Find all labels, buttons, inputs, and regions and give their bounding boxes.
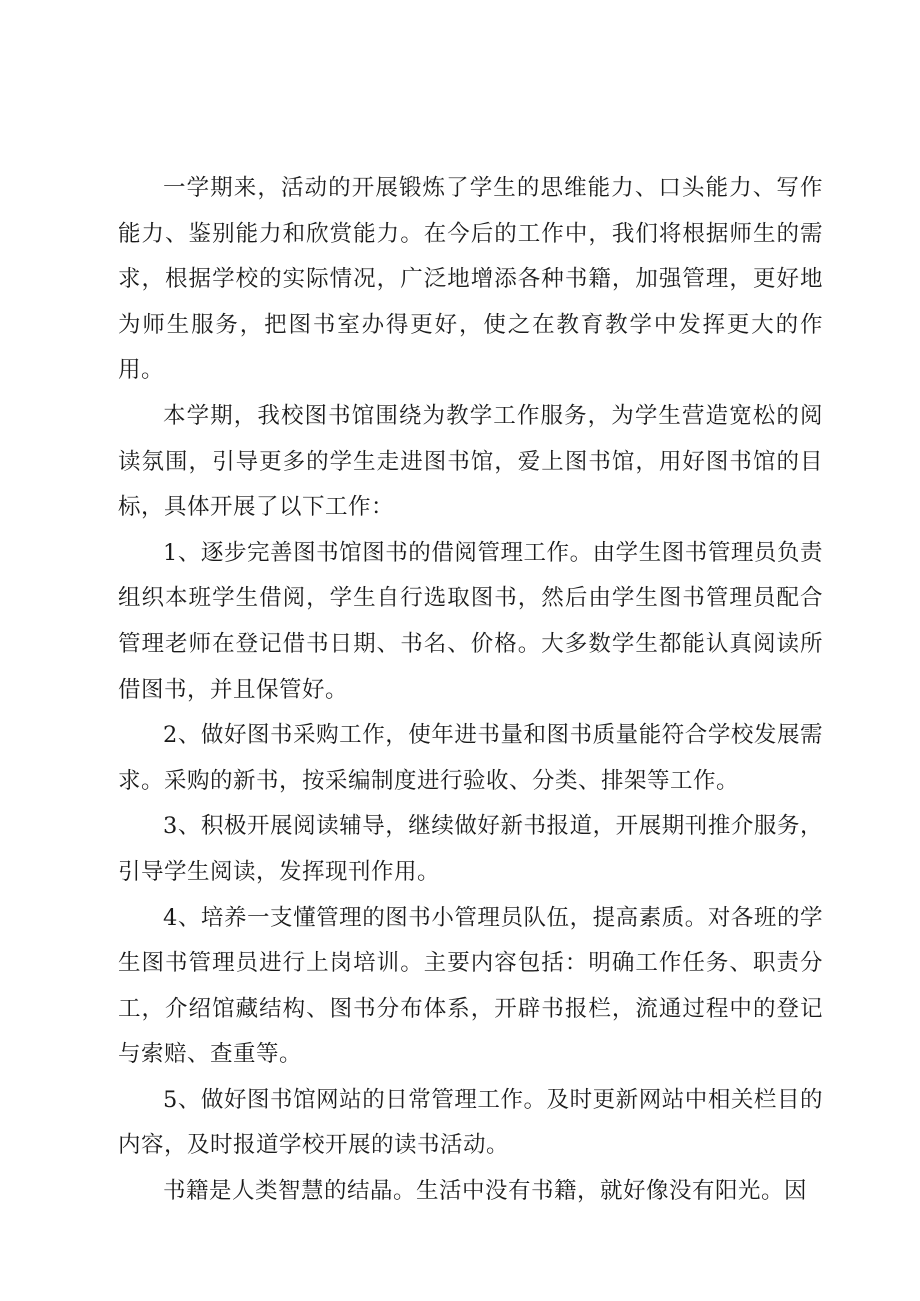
paragraph-item-1: 1、逐步完善图书馆图书的借阅管理工作。由学生图书管理员负责组织本班学生借阅，学生自行选取图书，然后由学生图书管理员配合管理老师在登记借书日期、书名、价格。大多数学生都能认真阅读所借图书，并且保管好。 <box>118 539 823 703</box>
paragraph-intro: 本学期，我校图书馆围绕为教学工作服务，为学生营造宽松的阅读氛围，引导更多的学生走进图书馆，爱上图书馆，用好图书馆的目标，具体开展了以下工作： <box>118 402 823 521</box>
paragraph-closing: 书籍是人类智慧的结晶。生活中没有书籍，就好像没有阳光。因 <box>163 1178 808 1205</box>
paragraph-item-4: 4、培养一支懂管理的图书小管理员队伍，提高素质。对各班的学生图书管理员进行上岗培训。主要内容包括：明确工作任务、职责分工，介绍馆藏结构、图书分布体系，开辟书报栏，流通过程中的登记与索赔、查重等。 <box>118 904 823 1068</box>
paragraph-item-3: 3、积极开展阅读辅导，继续做好新书报道，开展期刊推介服务，引导学生阅读，发挥现刊作用。 <box>118 813 823 885</box>
paragraph-item-2: 2、做好图书采购工作，使年进书量和图书质量能符合学校发展需求。采购的新书，按采编制度进行验收、分类、排架等工作。 <box>118 722 823 794</box>
paragraph-summary: 一学期来，活动的开展锻炼了学生的思维能力、口头能力、写作能力、鉴别能力和欣赏能力。在今后的工作中，我们将根据师生的需求，根据学校的实际情况，广泛地增添各种书籍，加强管理，更好地为师生服务，把图书室办得更好，使之在教育教学中发挥更大的作用。 <box>118 175 823 384</box>
paragraph-item-5: 5、做好图书馆网站的日常管理工作。及时更新网站中相关栏目的内容，及时报道学校开展的读书活动。 <box>118 1086 823 1159</box>
document-body <box>118 166 823 1215</box>
